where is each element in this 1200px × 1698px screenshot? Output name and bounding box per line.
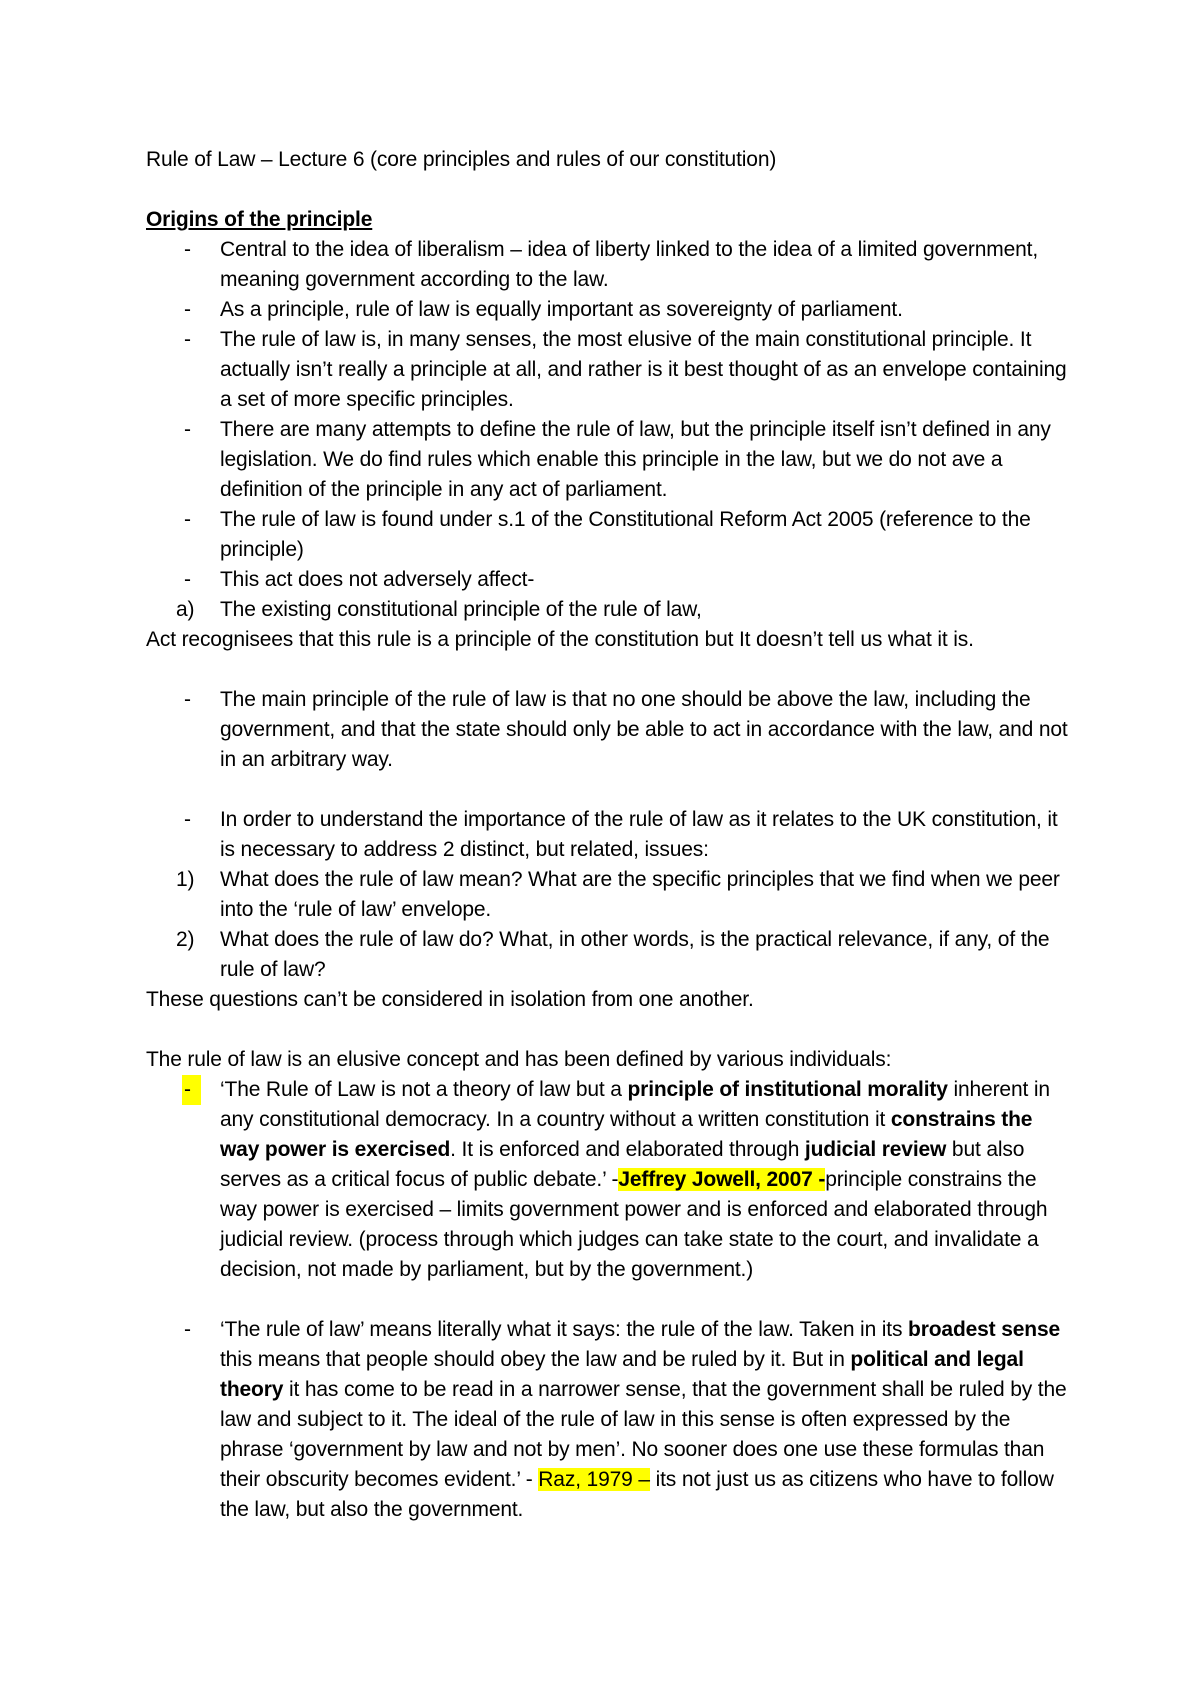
list-item — [146, 415, 1076, 505]
bold-term: political and legal theory — [220, 1348, 1024, 1401]
quote-text: inherent in any constitutional democracy. In a country without a written constitution it — [220, 1078, 1050, 1131]
list-item-text: The rule of law is, in many senses, the most elusive of the main constitutional principle. It actually isn’t really a principle at all, and rather is it best thought of as an envelope containing a set of more specific principles. — [220, 328, 1067, 411]
dash-marker: - — [184, 238, 191, 261]
list-item — [146, 235, 1076, 295]
highlighted-dash-marker: - — [182, 1075, 201, 1105]
dash-marker: - — [184, 1318, 191, 1341]
act-note: Act recognisees that this rule is a principle of the constitution but It doesn’t tell us what it is. — [146, 628, 974, 651]
dash-marker: - — [184, 508, 191, 531]
number-marker: 2) — [176, 928, 195, 951]
sub-list-item — [146, 595, 1076, 625]
list-item-text: There are many attempts to define the rule of law, but the principle itself isn’t defined in any legislation. We do find rules which enable this principle in the law, but we do not ave a definition of the principle in any act of parliament. — [220, 418, 1051, 501]
list-item — [146, 565, 1076, 595]
list-item-text: Central to the idea of liberalism – idea of liberty linked to the idea of a limited government, meaning government according to the law. — [220, 238, 1039, 291]
quote-raz — [146, 1315, 1076, 1525]
numbered-item — [146, 865, 1076, 925]
list-item-text: The rule of law is found under s.1 of the Constitutional Reform Act 2005 (reference to the principle) — [220, 508, 1031, 561]
spacer — [146, 175, 1076, 205]
list-item-text: As a principle, rule of law is equally important as sovereignty of parliament. — [220, 298, 903, 321]
document-body — [146, 145, 1076, 1525]
quote-text: ‘The rule of law’ means literally what it says: the rule of the law. Taken in its — [220, 1318, 909, 1341]
list-item-text: In order to understand the importance of the rule of law as it relates to the UK constitution, it is necessary to address 2 distinct, but related, issues: — [220, 808, 1058, 861]
spacer — [146, 775, 1076, 805]
dash-marker: - — [184, 418, 191, 441]
bold-term: constrains the way power is exercised — [220, 1108, 1033, 1161]
spacer — [146, 1285, 1076, 1315]
list-item-text: The main principle of the rule of law is that no one should be above the law, including the government, and that the state should only be able to act in accordance with the law, and not in an arbitrary way. — [220, 688, 1068, 771]
section-heading: Origins of the principle — [146, 208, 373, 231]
dash-marker: - — [184, 568, 191, 591]
dash-marker: - — [184, 328, 191, 351]
dash-marker: - — [184, 688, 191, 711]
numbered-item-text: What does the rule of law do? What, in other words, is the practical relevance, if any, of the rule of law? — [220, 928, 1050, 981]
list-item-text: This act does not adversely affect- — [220, 568, 535, 591]
list-item — [146, 295, 1076, 325]
numbered-item-text: What does the rule of law mean? What are the specific principles that we find when we peer into the ‘rule of law’ envelope. — [220, 868, 1060, 921]
bold-term: judicial review — [804, 1138, 947, 1161]
commentary-text: principle constrains the way power is exercised – limits government power and is enforced and elaborated through judicial review. (process through which judges can take state to the court, and invalidate a decision, not made by parliament, but by the government.) — [220, 1168, 1048, 1281]
spacer — [146, 655, 1076, 685]
highlighted-citation: Jeffrey Jowell, 2007 - — [618, 1168, 826, 1191]
quote-jowell — [146, 1075, 1076, 1285]
quote-text: it has come to be read in a narrower sense, that the government shall be ruled by the law and subject to it. The ideal of the rule of law in this sense is often expressed by the phrase ‘government by law and not by men’. No sooner does one use these formulas than their obscurity becomes evident.’ - — [220, 1378, 1067, 1491]
sub-list-item-text: The existing constitutional principle of the rule of law, — [220, 598, 702, 621]
document-title: Rule of Law – Lecture 6 (core principles and rules of our constitution) — [146, 148, 777, 171]
quote-text: this means that people should obey the law and be ruled by it. But in — [220, 1348, 851, 1371]
quote-text: . It is enforced and elaborated through — [450, 1138, 805, 1161]
quote-text: ‘The Rule of Law is not a theory of law but a — [220, 1078, 628, 1101]
definitions-intro: The rule of law is an elusive concept and has been defined by various individuals: — [146, 1048, 892, 1071]
list-item — [146, 505, 1076, 565]
commentary-text: its not just us as citizens who have to follow the law, but also the government. — [220, 1468, 1054, 1521]
bold-term: principle of institutional morality — [627, 1078, 948, 1101]
spacer — [146, 1015, 1076, 1045]
list-item — [146, 325, 1076, 415]
questions-note: These questions can’t be considered in isolation from one another. — [146, 988, 754, 1011]
dash-marker: - — [184, 298, 191, 321]
number-marker: 1) — [176, 868, 195, 891]
dash-marker: - — [184, 808, 191, 831]
numbered-item — [146, 925, 1076, 985]
bold-term: broadest sense — [908, 1318, 1060, 1341]
list-item — [146, 805, 1076, 865]
highlighted-citation: Raz, 1979 – — [538, 1468, 650, 1491]
letter-marker: a) — [176, 598, 195, 621]
list-item — [146, 685, 1076, 775]
quote-text: but also serves as a critical focus of public debate.’ - — [220, 1138, 1025, 1191]
